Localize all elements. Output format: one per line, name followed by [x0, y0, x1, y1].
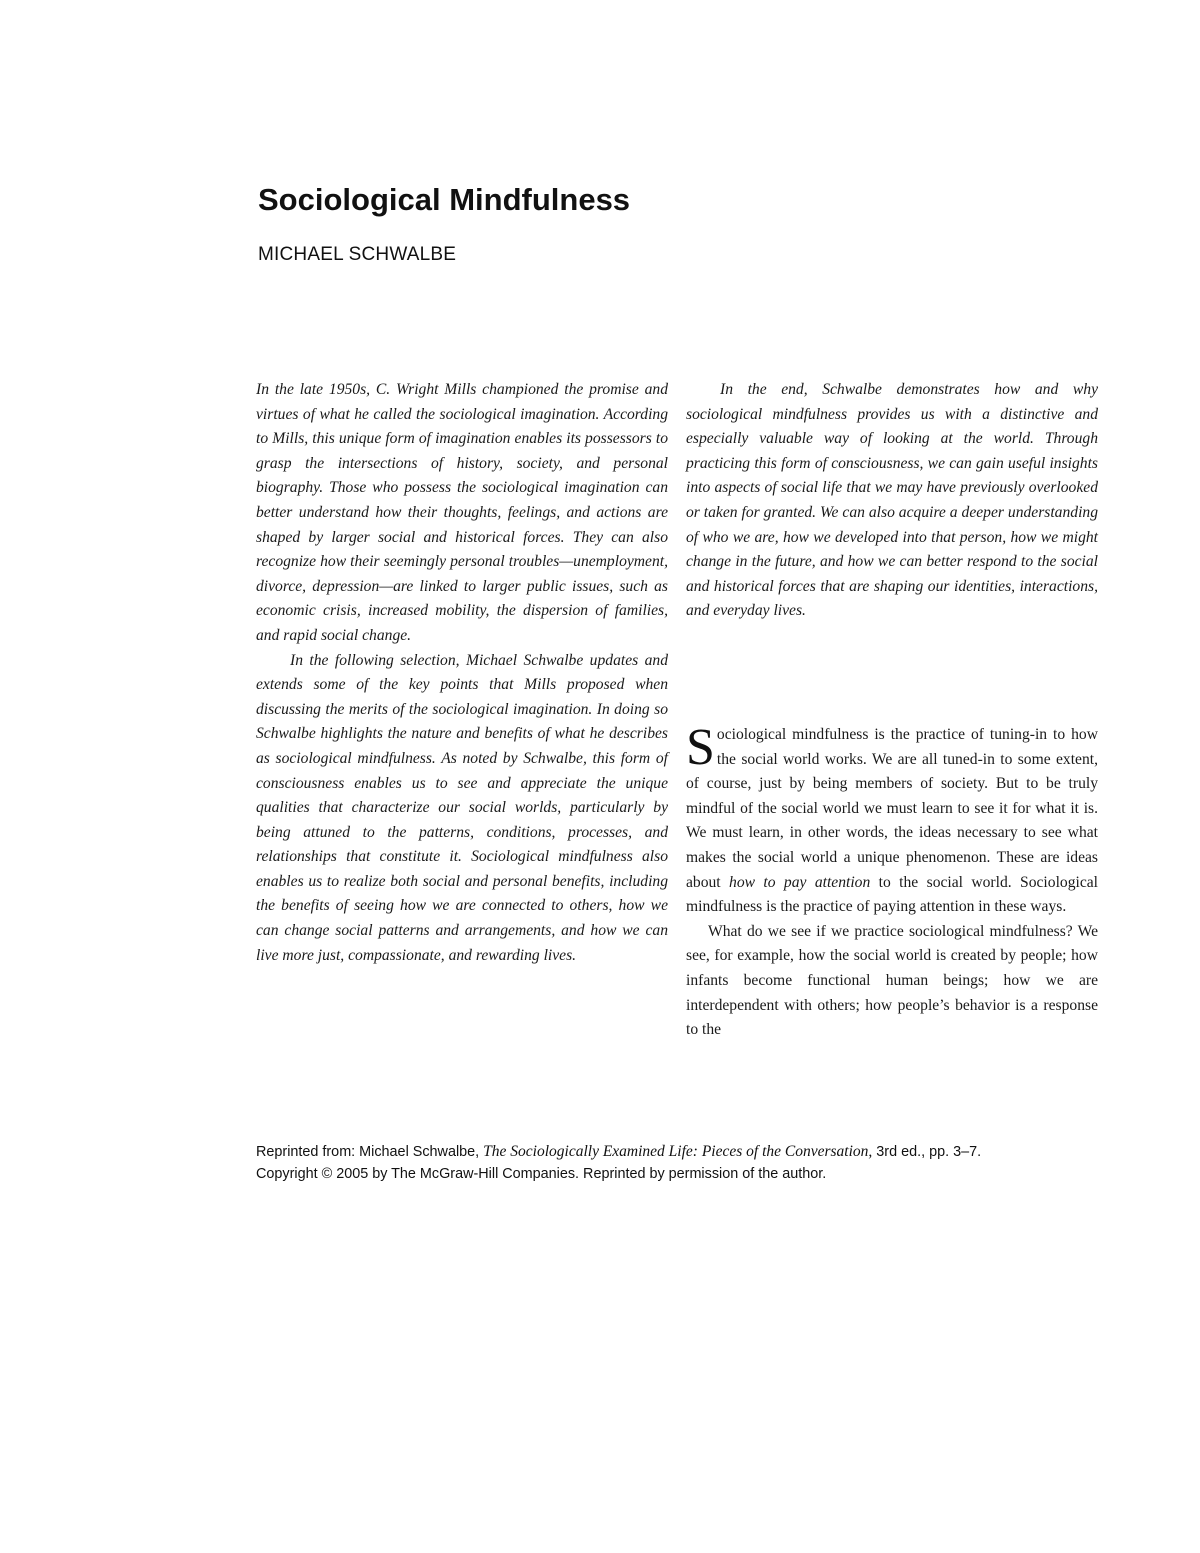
intro-right-column — [686, 378, 1098, 624]
copyright-line: Copyright © 2005 by The McGraw-Hill Companies. Reprinted by permission of the author. — [256, 1166, 827, 1182]
book-title: The Sociologically Examined Life: Pieces of the Conversation, — [483, 1143, 873, 1160]
intro-left-column — [256, 378, 668, 968]
reprint-prefix: Reprinted from: Michael Schwalbe, — [256, 1144, 484, 1160]
reprint-footnote — [256, 1141, 1116, 1185]
body-paragraph-1-end: to the social world. Sociological mindfulness is the practice of paying attention in these ways. — [686, 873, 1098, 916]
drop-cap: S — [686, 719, 715, 776]
body-paragraph-1 — [686, 719, 1098, 920]
intro-paragraph-1: In the late 1950s, C. Wright Mills championed the promise and virtues of what he called the sociological imagination. According to Mills, this unique form of imagination enables its possessors to grasp the intersections of history, society, and personal biography. Those who possess the sociological imagination can better understand how their thoughts, feelings, and actions are shaped by larger social and historical forces. They can also recognize how their seemingly personal troubles—unemployment, divorce, depression—are linked to larger public issues, such as economic crisis, increased mobility, the dispersion of families, and rapid social change. — [256, 381, 668, 644]
intro-paragraph-2: In the following selection, Michael Schwalbe updates and extends some of the key points that Mills proposed when discussing the merits of the sociological imagination. In doing so Schwalbe highlights the nature and benefits of what he describes as sociological mindfulness. As noted by Schwalbe, this form of consciousness enables us to see and appreciate the unique qualities that characterize our social worlds, particularly by being attuned to the patterns, conditions, processes, and relationships that constitute it. Sociological mindfulness also enables us to realize both social and personal benefits, including the benefits of seeing how we are connected to others, how we can change social patterns and arrangements, and how we can live more just, compassionate, and rewarding lives. — [256, 651, 668, 964]
author-name: MICHAEL SCHWALBE — [258, 244, 457, 265]
body-text-column — [686, 719, 1098, 1043]
reprint-suffix: 3rd ed., pp. 3–7. — [872, 1144, 982, 1160]
body-paragraph-1-emphasis: how to pay attention — [729, 873, 871, 891]
intro-paragraph-3: In the end, Schwalbe demonstrates how and why sociological mindfulness provides us with a distinctive and especially valuable way of looking at the world. Through practicing this form of consciousness, we can gain useful insights into aspects of social life that we may have previously overlooked or taken for granted. We can also acquire a deeper understanding of who we are, how we developed into that person, how we might change in the future, and how we can better respond to the social and historical forces that are shaping our identities, interactions, and everyday lives. — [686, 381, 1098, 620]
body-paragraph-1-start: ociological mindfulness is the practice of tuning-in to how the social world works. We are all tuned-in to some extent, of course, just by being members of society. But to be truly mindful of the social world we must learn to see it for what it is. We must learn, in other words, the ideas necessary to see what makes the social world a unique phenomenon. These are ideas about — [686, 726, 1098, 891]
body-paragraph-2: What do we see if we practice sociological mindfulness? We see, for example, how the social world is created by people; how infants become functional human beings; how we are interdependent with others; how people’s behavior is a response to the — [686, 922, 1098, 1039]
reprint-source-line — [256, 1141, 1116, 1163]
article-title: Sociological Mindfulness — [258, 182, 631, 217]
